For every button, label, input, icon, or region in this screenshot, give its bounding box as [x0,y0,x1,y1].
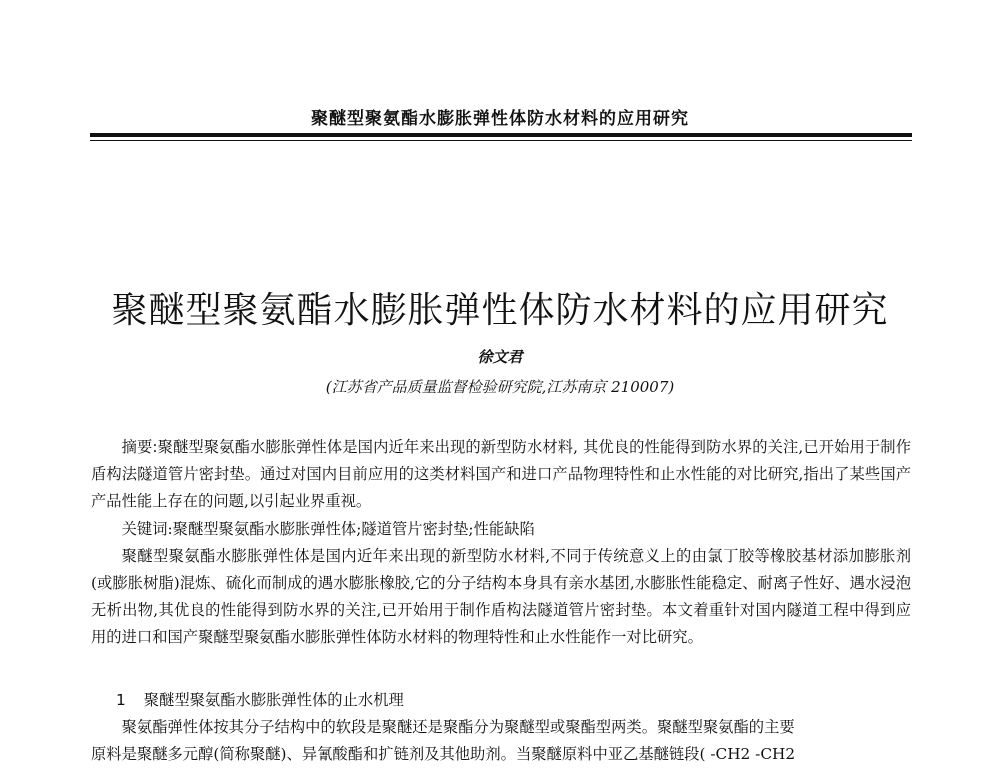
keywords-text: 聚醚型聚氨酯水膨胀弹性体;隧道管片密封垫;性能缺陷 [172,519,535,538]
author: 徐文君 [477,348,523,366]
keywords [91,516,911,543]
section-line-1: 聚氨酯弹性体按其分子结构中的软段是聚醚还是聚酯分为聚醚型或聚酯型两类。聚醚型聚氨酯的主要 [121,718,795,736]
header-rule-thin [90,140,912,141]
intro-paragraph: 聚醚型聚氨酯水膨胀弹性体是国内近年来出现的新型防水材料,不同于传统意义上的由氯丁胶等橡胶基材添加膨胀剂(或膨胀树脂)混炼、硫化而制成的遇水膨胀橡胶,它的分子结构本身具有亲水基团,水膨胀性能稳定、耐离子性好、遇水浸泡无析出物,其优良的性能得到防水界的关注,已开始用于制作盾构法隧道管片密封垫。本文着重针对国内隧道工程中得到应用的进口和国产聚醚型聚氨酯水膨胀弹性体防水材料的物理特性和止水性能作一对比研究。 [91,546,911,647]
keywords-label: 关键词: [121,519,173,538]
article-body [91,434,911,652]
section-number: 1 [116,691,126,709]
article-title: 聚醚型聚氨酯水膨胀弹性体防水材料的应用研究 [111,290,889,331]
header-rule-thick [90,133,912,137]
abstract-text: 聚醚型聚氨酯水膨胀弹性体是国内近年来出现的新型防水材料, 其优良的性能得到防水界的关注,已开始用于制作盾构法隧道管片密封垫。通过对国内目前应用的这类材料国产和进口产品物理特性和止水性能的对比研究,指出了某些国产产品性能上存在的问题,以引起业界重视。 [91,438,911,511]
section-heading [116,688,422,710]
running-head: 聚醚型聚氨酯水膨胀弹性体防水材料的应用研究 [311,109,689,129]
section-title: 聚醚型聚氨酯水膨胀弹性体的止水机理 [143,691,404,709]
abstract [91,434,911,516]
affiliation: (江苏省产品质量监督检验研究院,江苏南京 210007) [325,378,675,396]
abstract-label: 摘要: [121,438,158,456]
section-line-2: 原料是聚醚多元醇(简称聚醚)、异氰酸酯和扩链剂及其他助剂。当聚醚原料中亚乙基醚链段( -CH2 -CH2 [91,745,796,764]
